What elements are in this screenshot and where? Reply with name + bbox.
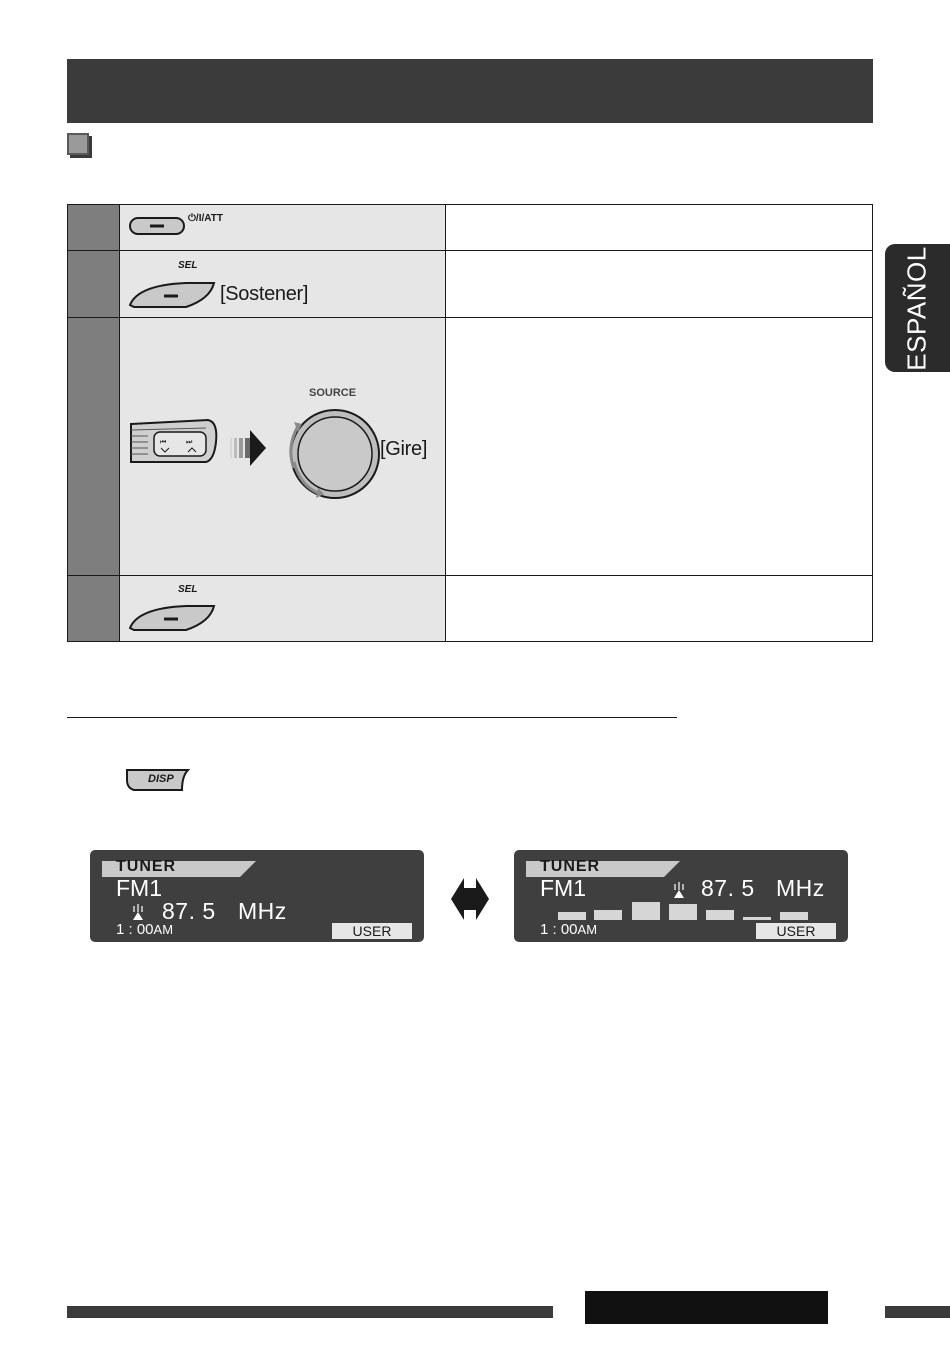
step-number-cell xyxy=(68,318,120,575)
sel-button-icon xyxy=(126,602,218,634)
clock xyxy=(540,921,597,938)
clock-time: 1 : 00 xyxy=(540,921,578,938)
header-bar xyxy=(67,59,873,123)
control-panel-icon xyxy=(128,414,220,470)
step-row-2 xyxy=(68,251,872,318)
step-illustration xyxy=(120,576,446,641)
clock-time: 1 : 00 xyxy=(116,921,154,938)
section-divider xyxy=(67,717,677,718)
step-description xyxy=(446,576,872,641)
footer-bar-left xyxy=(67,1306,553,1318)
step-description xyxy=(446,205,872,250)
eq-mode-badge: USER xyxy=(756,923,836,939)
lcd-display-2 xyxy=(514,850,848,942)
band-label: FM1 xyxy=(540,875,586,901)
footer-page-box xyxy=(585,1291,828,1324)
arrow-right-icon xyxy=(228,428,268,468)
power-button-icon xyxy=(128,215,188,239)
source-dial-icon xyxy=(280,406,390,502)
clock xyxy=(116,921,173,938)
step-number-cell xyxy=(68,576,120,641)
step-illustration xyxy=(120,205,446,250)
hold-instruction: [Sostener] xyxy=(220,283,309,305)
clock-ampm: AM xyxy=(577,922,598,937)
section-marker-icon xyxy=(67,133,89,155)
sel-button-label: SEL xyxy=(178,260,198,271)
toggle-arrow-icon xyxy=(450,876,490,922)
step-number-cell xyxy=(68,205,120,250)
antenna-icon xyxy=(671,882,687,900)
step-row-1 xyxy=(68,205,872,251)
step-illustration xyxy=(120,318,446,575)
svg-text:⏭: ⏭ xyxy=(186,438,193,446)
step-description xyxy=(446,318,872,575)
clock-ampm: AM xyxy=(153,922,174,937)
sel-button-icon xyxy=(126,279,218,311)
eq-mode-badge: USER xyxy=(332,923,412,939)
step-description xyxy=(446,251,872,317)
mode-label: TUNER xyxy=(116,858,177,875)
frequency-unit: MHz xyxy=(776,875,825,901)
language-label: ESPAÑOL xyxy=(902,245,932,371)
frequency-unit: MHz xyxy=(238,898,287,924)
frequency-value: 87. 5 xyxy=(701,875,755,901)
mode-label: TUNER xyxy=(540,858,601,875)
steps-table xyxy=(67,204,873,642)
step-illustration xyxy=(120,251,446,317)
svg-text:⏮: ⏮ xyxy=(160,438,167,446)
footer-bar-right xyxy=(885,1306,950,1318)
language-tab xyxy=(885,244,950,372)
antenna-icon xyxy=(130,904,146,922)
disp-button-label: DISP xyxy=(148,773,174,785)
step-row-4 xyxy=(68,576,872,641)
step-number-cell xyxy=(68,251,120,317)
turn-instruction: [Gire] xyxy=(380,438,428,460)
source-label: SOURCE xyxy=(309,387,357,399)
frequency-value: 87. 5 xyxy=(162,898,216,924)
band-label: FM1 xyxy=(116,875,162,901)
lcd-display-1 xyxy=(90,850,424,942)
power-button-label: ⏻/I/ATT xyxy=(188,213,223,224)
step-row-3 xyxy=(68,318,872,576)
sel-button-label: SEL xyxy=(178,584,198,595)
level-meter xyxy=(554,902,814,922)
